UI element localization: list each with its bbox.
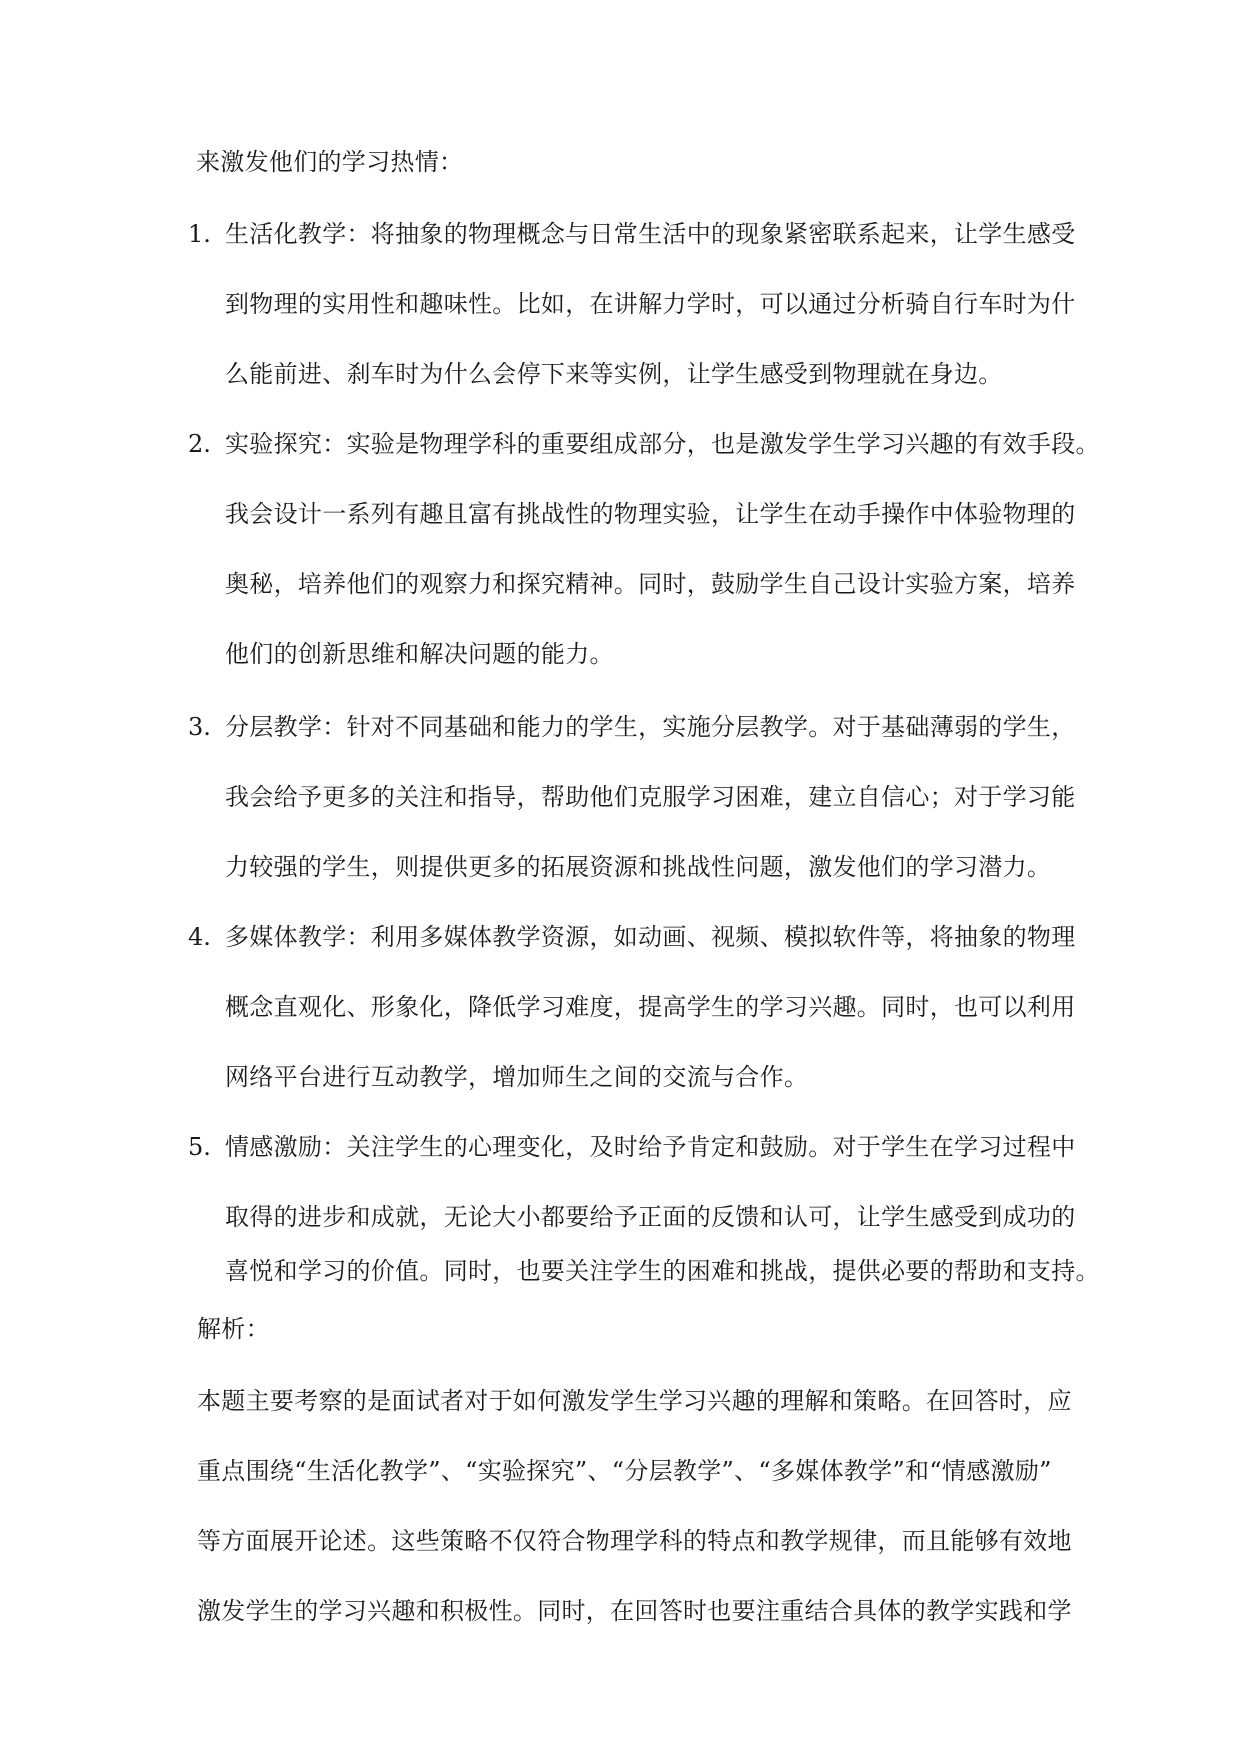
list-item-line: 概念直观化、形象化，降低学习难度，提高学生的学习兴趣。同时，也可以利用 [225,993,1076,1021]
list-item-line: 分层教学：针对不同基础和能力的学生，实施分层教学。对于基础薄弱的学生， [225,713,1076,741]
list-item-line: 他们的创新思维和解决问题的能力。 [225,640,614,668]
list-item-line: 取得的进步和成就，无论大小都要给予正面的反馈和认可，让学生感受到成功的 [225,1203,1076,1231]
list-item-number: 2. [188,430,211,458]
list-item-line: 我会给予更多的关注和指导，帮助他们克服学习困难，建立自信心；对于学习能 [225,783,1076,811]
list-item-line: 多媒体教学：利用多媒体教学资源，如动画、视频、模拟软件等，将抽象的物理 [225,923,1076,951]
list-item-number: 5. [188,1133,211,1161]
list-item-line: 网络平台进行互动教学，增加师生之间的交流与合作。 [225,1063,809,1091]
analysis-line: 本题主要考察的是面试者对于如何激发学生学习兴趣的理解和策略。在回答时，应 [197,1387,1072,1415]
list-item-line: 我会设计一系列有趣且富有挑战性的物理实验，让学生在动手操作中体验物理的 [225,500,1076,528]
analysis-line: 等方面展开论述。这些策略不仅符合物理学科的特点和教学规律，而且能够有效地 [197,1527,1072,1555]
list-item-line: 奥秘，培养他们的观察力和探究精神。同时，鼓励学生自己设计实验方案，培养 [225,570,1076,598]
list-item-line: 么能前进、刹车时为什么会停下来等实例，让学生感受到物理就在身边。 [225,360,1003,388]
analysis-title: 解析： [197,1315,270,1343]
list-item-number: 1. [188,220,211,248]
list-item-line: 力较强的学生，则提供更多的拓展资源和挑战性问题，激发他们的学习潜力。 [225,853,1052,881]
list-item-line: 到物理的实用性和趣味性。比如，在讲解力学时，可以通过分析骑自行车时为什 [225,290,1076,318]
list-item-line: 喜悦和学习的价值。同时，也要关注学生的困难和挑战，提供必要的帮助和支持。 [225,1257,1100,1285]
list-item-line: 实验探究：实验是物理学科的重要组成部分，也是激发学生学习兴趣的有效手段。 [225,430,1100,458]
analysis-line: 重点围绕“生活化教学”、“实验探究”、“分层教学”、“多媒体教学”和“情感激励” [197,1457,1052,1485]
list-item-number: 3. [188,713,211,741]
list-item-number: 4. [188,923,211,951]
intro-text: 来激发他们的学习热情： [196,148,464,176]
analysis-line: 激发学生的学习兴趣和积极性。同时，在回答时也要注重结合具体的教学实践和学 [197,1597,1072,1625]
list-item-line: 生活化教学：将抽象的物理概念与日常生活中的现象紧密联系起来，让学生感受 [225,220,1076,248]
list-item-line: 情感激励：关注学生的心理变化，及时给予肯定和鼓励。对于学生在学习过程中 [225,1133,1076,1161]
